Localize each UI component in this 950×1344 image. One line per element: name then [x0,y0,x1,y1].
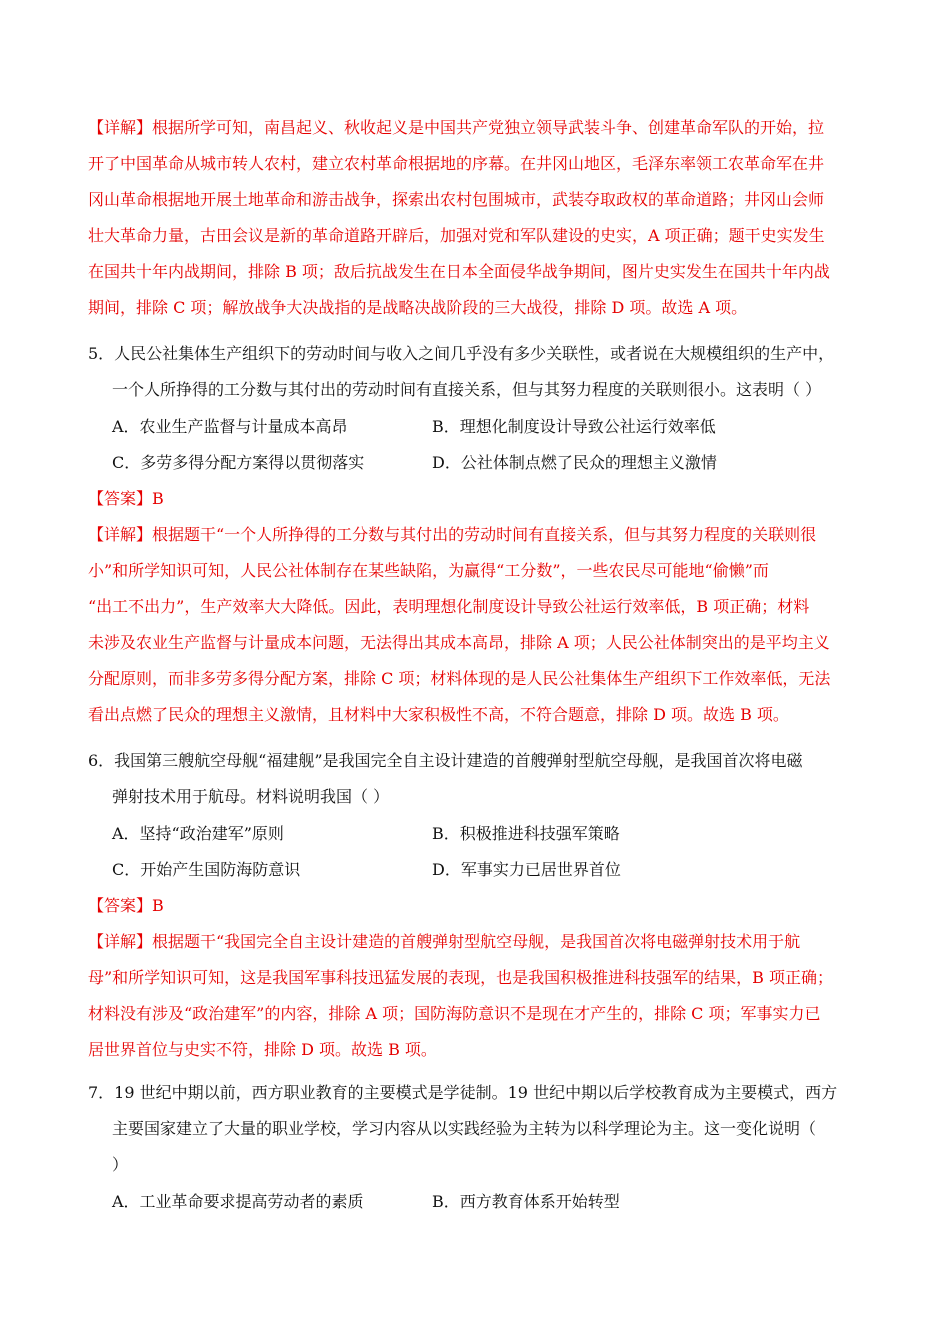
analysis-line: “出工不出力”，生产效率大大降低。因此，表明理想化制度设计导致公社运行效率低，B 项正确；材料 [88,597,810,616]
q5-option-b: B．理想化制度设计导致公社运行效率低 [432,417,716,436]
analysis-line: 【详解】根据题干“一个人所挣得的工分数与其付出的劳动时间有直接关系，但与其努力程度的关联则很 [88,525,817,544]
analysis-line: 母”和所学知识可知，这是我国军事科技迅猛发展的表现，也是我国积极推进科技强军的结果，B 项正确； [88,968,834,987]
analysis-line: 居世界首位与史实不符，排除 D 项。故选 B 项。 [88,1040,437,1059]
q6-option-d: D．军事实力已居世界首位 [432,860,621,879]
q5-option-c: C．多劳多得分配方案得以贯彻落实 [112,453,365,472]
analysis-line: 材料没有涉及“政治建军”的内容，排除 A 项；国防海防意识不是现在才产生的，排除 C 项；军事实力已 [88,1004,821,1023]
analysis-line: 未涉及农业生产监督与计量成本问题，无法得出其成本高昂，排除 A 项；人民公社体制突出的是平均主义 [88,633,830,652]
q6-answer [88,888,862,924]
q5-analysis [88,517,862,733]
question-stem-line: 一个人所挣得的工分数与其付出的劳动时间有直接关系，但与其努力程度的关联则很小。这表明（ ） [112,380,822,399]
analysis-line: 小”和所学知识可知，人民公社体制存在某些缺陷，为赢得“工分数”，一些农民尽可能地“偷懒”而 [88,561,769,580]
analysis-line: 【详解】根据所学可知，南昌起义、秋收起义是中国共产党独立领导武装斗争、创建革命军队的开始，拉 [88,118,825,137]
q5-option-a: A．农业生产监督与计量成本高昂 [112,417,348,436]
q6-option-c: C．开始产生国防海防意识 [112,860,301,879]
analysis-line: 看出点燃了民众的理想主义激情，且材料中大家积极性不高，不符合题意，排除 D 项。故选 B 项。 [88,705,789,724]
q7-option-a: A．工业革命要求提高劳动者的素质 [112,1192,364,1211]
analysis-line: 壮大革命力量，古田会议是新的革命道路开辟后，加强对党和军队建设的史实，A 项正确；题干史实发生 [88,226,825,245]
q5-answer [88,481,862,517]
analysis-line: 分配原则，而非多劳多得分配方案，排除 C 项；材料体现的是人民公社集体生产组织下工作效率低，无法 [88,669,831,688]
question-stem-line: 主要国家建立了大量的职业学校，学习内容从以实践经验为主转为以科学理论为主。这一变化说明（ [112,1119,817,1138]
analysis-line: 冈山革命根据地开展土地革命和游击战争，探索出农村包围城市，武装夺取政权的革命道路；井冈山会师 [88,190,825,209]
q6-option-a: A．坚持“政治建军”原则 [112,824,284,843]
q7-option-b: B．西方教育体系开始转型 [432,1192,620,1211]
q6-analysis [88,924,862,1068]
analysis-line: 开了中国革命从城市转人农村，建立农村革命根据地的序幕。在井冈山地区，毛泽东率领工农革命军在井 [88,154,825,173]
q5-option-d: D．公社体制点燃了民众的理想主义激情 [432,453,717,472]
q6-option-b: B．积极推进科技强军策略 [432,824,620,843]
question-stem-line: 7．19 世纪中期以前，西方职业教育的主要模式是学徒制。19 世纪中期以后学校教育成为主要模式，西方 [88,1083,838,1102]
question-stem-line: 弹射技术用于航母。材料说明我国（ ） [112,787,390,806]
question-stem-line: 5．人民公社集体生产组织下的劳动时间与收入之间几乎没有多少关联性，或者说在大规模组织的生产中， [88,344,835,363]
answer-line: 【答案】B [88,489,164,508]
question-stem-line: 6．我国第三艘航空母舰“福建舰”是我国完全自主设计建造的首艘弹射型航空母舰，是我国首次将电磁 [88,751,803,770]
question-stem-line: ） [112,1155,129,1174]
analysis-line: 在国共十年内战期间，排除 B 项；敌后抗战发生在日本全面侵华战争期间，图片史实发生在国共十年内战 [88,262,830,281]
q6-stem [88,743,862,815]
q5-stem [88,336,862,408]
q7-stem [88,1075,862,1183]
analysis-line: 期间，排除 C 项；解放战争大决战指的是战略决战阶段的三大战役，排除 D 项。故选 A 项。 [88,298,748,317]
q4-analysis [88,110,862,326]
analysis-line: 【详解】根据题干“我国完全自主设计建造的首艘弹射型航空母舰，是我国首次将电磁弹射技术用于航 [88,932,801,951]
answer-line: 【答案】B [88,896,164,915]
